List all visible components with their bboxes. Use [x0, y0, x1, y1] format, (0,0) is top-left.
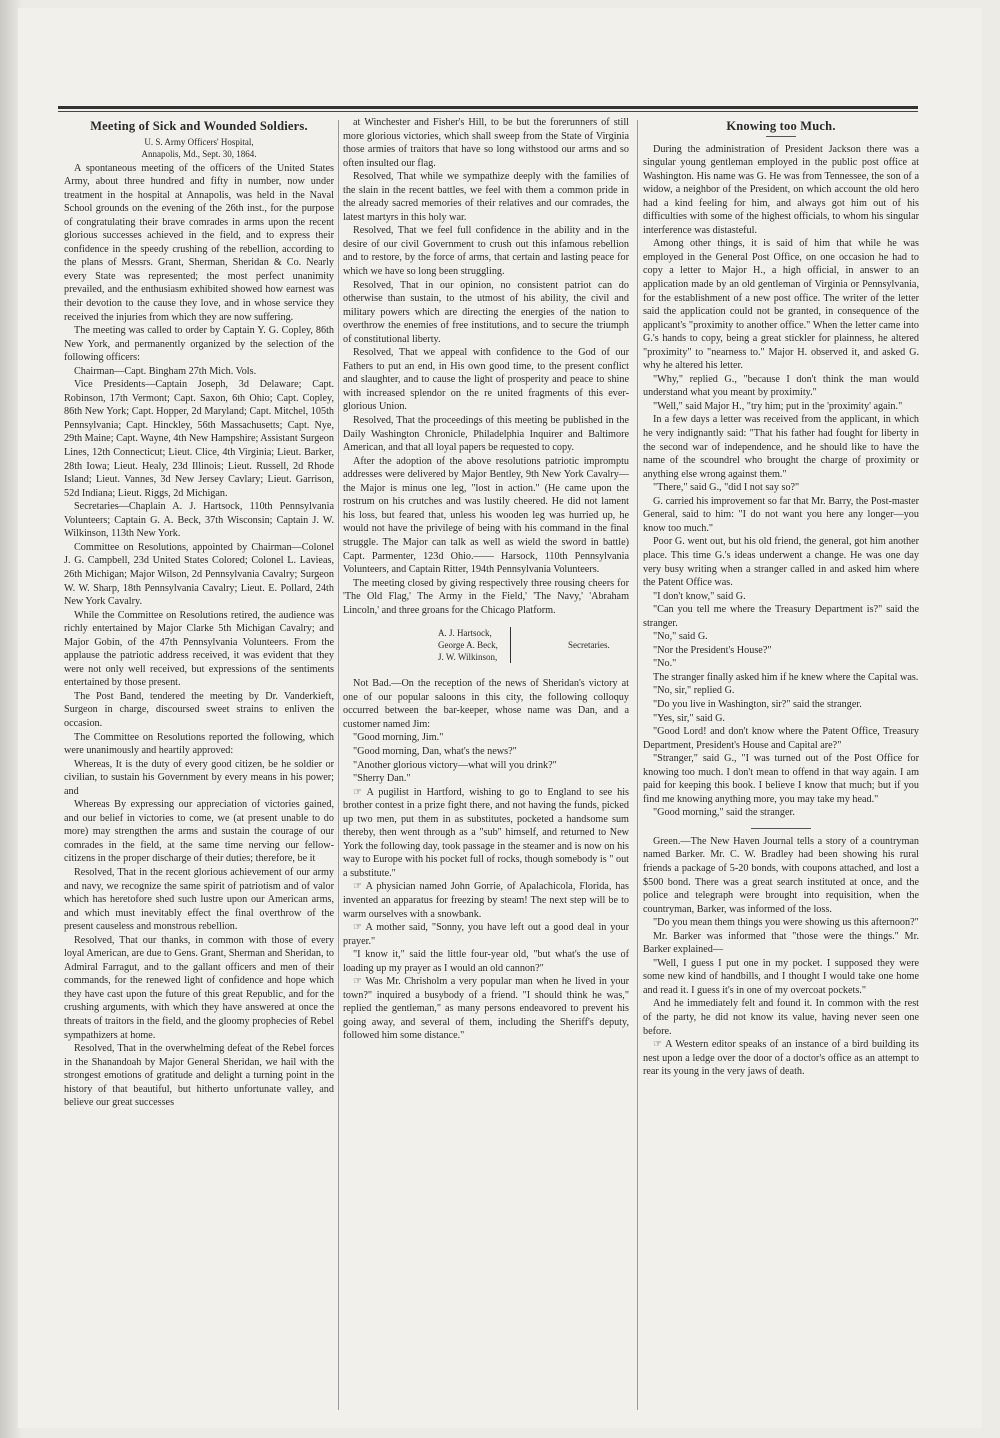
paragraph: In a few days a letter was received from the applicant, in which he very indignantly said: "That his father had fought for liberty in the second war of independence, and he should like to have the name of the scoundrel who brought the charge of proximity or anything else wrong against them." — [643, 414, 919, 480]
paragraph: The Committee on Resolutions reported the following, which were unanimously and heartily approved: — [64, 731, 334, 757]
paragraph: Whereas By expressing our appreciation of victories gained, and our belief in victories to come, we (at present unable to do more) may strengthen the arms and sustain the courage of our comrades in the field, at the same time nerving our fellow-citizens in the proper discharge of their duties; therefore, be it — [64, 799, 334, 865]
paragraph: Vice Presidents—Captain Joseph, 3d Delaware; Capt. Robinson, 17th Vermont; Capt. Saxon, 6th Ohio; Capt. Copley, 86th New York; Capt. Hopper, 2d Maryland; Capt. Mitchel, 105th Pennsylvania; Capt. Hinckley, 56th Massachusetts; Capt. Nye, 29th Maine; Capt. Wayne, 4th New Hampshire; Assistant Surgeon Lines, 12th Connecticut; Lieut. Clice, 4th Virginia; Lieut. Barker, 28th Iowa; Lieut. Healy, 23d Illinois; Lieut. Russell, 2d Rhode Island; Lieut. Vannes, 3d New Jersey Cavlary; Lieut. Garrison, 52d Indiana; Lieut. Riggs, 2d Michigan. — [64, 379, 334, 499]
miscellany-items — [343, 677, 629, 1043]
paragraph: The stranger finally asked him if he knew where the Capital was. — [653, 671, 919, 683]
paragraph: Green.—The New Haven Journal tells a story of a countryman named Barker. Mr. C. W. Bradley had been showing his rural friends a package of 5-20 bonds, with coupons attached, and lost a $500 bond. There was a great search instituted at once, and the police and telegraph were brought into requisition, when the countryman, Barker, was informed of the loss. — [643, 835, 919, 915]
column-2 — [343, 116, 629, 1416]
paragraph: "Good morning, Jim." — [353, 732, 444, 744]
article-title-knowing: Knowing too Much. — [726, 119, 836, 133]
dateline — [64, 136, 334, 160]
paragraph: Not Bad.—On the reception of the news of Sheridan's victory at one of our popular saloons in this city, the following colloquy occurred between the bar-keeper, whose name was Dan, and a customer named Jim: — [343, 678, 629, 730]
paragraph: "Good morning, Dan, what's the news?" — [353, 745, 517, 757]
paragraph: Secretaries—Chaplain A. J. Hartsock, 110th Pennsylvania Volunteers; Captain G. A. Beck, 37th Wisconsin; Captain J. W. Wilkinson, 113th New York. — [64, 501, 334, 540]
signature-names — [438, 627, 511, 663]
paragraph: The meeting closed by giving respectively three rousing cheers for 'The Old Flag,' The Army in the Field,' 'The Navy,' 'Abraham Lincoln,' and three groans for the Chicago Platform. — [343, 577, 629, 616]
paragraph: ☞ A mother said, "Sonny, you have left out a good deal in your prayer." — [343, 922, 629, 947]
paragraph: "Nor the President's House?" — [653, 644, 772, 656]
paragraph: "Stranger," said G., "I was turned out of the Post Office for knowing too much. I don't mean to offend in that way again. I am paid for keeping this book. I believe I know that much; but if you find me knowing anything more, you may take my head." — [643, 753, 919, 805]
signature-name: J. W. Wilkinson, — [438, 652, 498, 663]
paragraph: ☞ A Western editor speaks of an instance of a bird building its nest upon a ledge over the door of a doctor's office as an attempt to rear its young in the very jaws of death. — [643, 1039, 919, 1078]
paragraph: at Winchester and Fisher's Hill, to be but the forerunners of still more glorious victories, which shall sweep from the State of Virginia those armies of traitors that have so long withstood our arms and so often insulted our flag. — [343, 117, 629, 169]
paragraph: "I know it," said the little four-year old, "but what's the use of loading up my prayer as I would an old cannon?" — [343, 949, 629, 974]
signature-name: George A. Beck, — [438, 640, 498, 651]
paragraph: "Yes, sir," said G. — [653, 712, 725, 724]
paragraph: Resolved, That we feel full confidence in the ability and in the desire of our civil Government to crush out this infamous rebellion and to restore, by the force of arms, that certain and lasting peace for which we have so long been struggling. — [343, 225, 629, 278]
paragraph: Among other things, it is said of him that while he was employed in the General Post Office, on one occasion he had to copy a letter to Major H., a high official, in answer to an application made by an old gentleman of Virginia or Pennsylvania, for the establishment of a new post office. The writer of the letter said the application could not be granted, in consequence of the applicant's "proximity to another office." When the letter came into G.'s hands to copy, being a great stickler for plainness, he altered "proximity" to "nearness to." Major H. observed it, and asked G. why he altered his letter. — [643, 238, 919, 372]
dateline-line-2: Annapolis, Md., Sept. 30, 1864. — [141, 148, 257, 159]
header-rule — [58, 106, 918, 109]
paragraph: ☞ A pugilist in Hartford, wishing to go to England to see his brother contest in a prize fight there, and not having the funds, picked up two men, put them in as substitutes, pocketed a handsome sum thereby, then went through as a "sub" himself, and returned to New York the following day, took passage in the steamer and is now on his way to Europe with his pocket full of rocks, though somebody is " out a substitute." — [343, 786, 629, 879]
header-rule-thin — [58, 111, 918, 112]
column-divider-1 — [338, 120, 339, 1410]
paragraph: "No." — [653, 658, 677, 670]
paragraph: ☞ A physician named John Gorrie, of Apalachicola, Florida, has invented an apparatus for freezing by steam! The next step will be to warm ourselves with a snowbank. — [343, 881, 629, 920]
paragraph: "There," said G., "did I not say so?" — [653, 482, 800, 494]
paragraph: "No," said G. — [653, 631, 708, 643]
paragraph: During the administration of President Jackson there was a singular young gentleman employed in the public post office at Washington. His name was G. He was from Tennessee, the son of a widow, a neighbor of the President, on which account the old hero had a kind feeling for him, and always got him out of his difficulties with some of the highest officials, to whom his singular interference was distasteful. — [643, 143, 919, 236]
column-3 — [643, 116, 919, 1416]
paragraph: Resolved, That we appeal with confidence to the God of our Fathers to put an end, in His own good time, to the present conflict and slaughter, and to cause the light of prosperity and peace to shine with increased splendor on the re united fragments of this ever-glorious Union. — [343, 347, 629, 413]
paragraph: After the adoption of the above resolutions patriotic impromptu addresses were delivered by Major Bentley, 9th New York Cavalry—the Major is minus one leg, "lost in action." (He came upon the rostrum on his crutches and was lustily cheered. He did not lament his loss, but feared that, unless his wooden leg was hurried up, he would not have the privilege of being with his command in the final struggle. The Major can talk as well as wield the sword in battle) Capt. Parmenter, 123d Ohio.—— Harsock, 110th Pennsylvania Volunteers, and Captain Ritter, 194th Pennsylvania Volunteers. — [343, 455, 629, 576]
paragraph: The Post Band, tendered the meeting by Dr. Vanderkieft, Surgeon in charge, discoursed sweet strains to enliven the occasion. — [64, 690, 334, 729]
paragraph: A spontaneous meeting of the officers of the United States Army, about three hundred and fifty in number, now under treatment in the hospital at Annapolis, was held in the Naval School grounds on the evening of the 26th inst., for the purpose of congratulating their brave comrades in arms upon the recent glorious successes achieved in the field, and to express their confidence in the speedy crushing of the rebellion, according to the plans of Messrs. Grant, Sherman, Sheridan & Co. Nearly every State was represented; the most perfect unanimity prevailed, and the enthusiasm exhibited showed how earnest was their devotion to the cause they love, and in whose service they received the injuries from which they are now suffering. — [64, 162, 334, 323]
paragraph: G. carried his improvement so far that Mr. Barry, the Post-master General, said to him: "I do not want you here any longer—you know too much." — [643, 495, 919, 534]
paragraph: "Sherry Dan." — [353, 773, 411, 785]
paragraph: "Another glorious victory—what will you drink?" — [353, 759, 557, 771]
paragraph: "No, sir," replied G. — [653, 685, 735, 697]
paragraph: Resolved, That while we sympathize deeply with the families of the slain in the recent battles, we feel with them a common pride in the already sacred memories of their relatives and our comrades, the latest martyrs in this holy war. — [343, 171, 629, 223]
article-body-resolutions — [343, 116, 629, 617]
paragraph: "Can you tell me where the Treasury Department is?" said the stranger. — [643, 604, 919, 629]
paragraph: While the Committee on Resolutions retired, the audience was richly entertained by Major Clarke 5th Michigan Cavalry; and Major Gobin, of the 47th Pennsylvania Volunteers. From the applause the patriotic address received, it was evident that they were not only well received, but expressions of the sentiments entertained by those present. — [64, 609, 334, 689]
paragraph: Chairman—Capt. Bingham 27th Mich. Vols. — [74, 365, 257, 377]
paragraph: "Do you mean them things you were showing us this afternoon?" — [653, 917, 919, 929]
paragraph: Whereas, It is the duty of every good citizen, be he soldier or civilian, to sustain his Government by every means in his power; and — [64, 758, 334, 797]
paragraph: Poor G. went out, but his old friend, the general, got him another place. This time G.'s ideas underwent a change. He was one day very busy writing when a stranger called in and asked him where the Patent Office was. — [643, 536, 919, 589]
paragraph: "I don't know," said G. — [653, 590, 746, 602]
paragraph: Resolved, That our thanks, in common with those of every loyal American, are due to Gens. Grant, Sherman and Sheridan, to Admiral Farragut, and to the gallant officers and men of their commands, for the renewed light of confidence and hope which they have cast upon the future of this great Republic, and for the crushing arguments, with which they have answered at once the threats of traitors in the field, and the gloomy prophecies of Rebel sympathizers at home. — [64, 934, 334, 1041]
column-1 — [64, 116, 334, 1416]
signature-name: A. J. Hartsock, — [438, 628, 492, 639]
paragraph: Resolved, That in the recent glorious achievement of our army and navy, we recognize the same spirit of patriotism and of valor which has heretofore shed such lustre upon our American arms, and which must inevitably effect the final overthrow of the present causeless and monstrous rebellion. — [64, 866, 334, 933]
title-rule — [766, 136, 796, 137]
signature-label: Secretaries. — [568, 640, 610, 651]
paragraph: Committee on Resolutions, appointed by Chairman—Colonel J. G. Campbell, 23d United States Colored; Colonel L. Lavieas, 26th Michigan; Major Wilson, 2d Pennsylvania Cavalry; Surgeon W. W. Sharp, 18th Pennsylvania Cavalry; Lieut. E. Pollard, 24th New York Cavalry. — [64, 541, 334, 608]
dateline-line-1: U. S. Army Officers' Hospital, — [144, 136, 254, 147]
article-title-meeting: Meeting of Sick and Wounded Soldiers. — [90, 119, 308, 133]
paragraph: Resolved, That the proceedings of this meeting be published in the Daily Washington Chronicle, Philadelphia Inquirer and Baltimore American, and that all loyal papers be requested to copy. — [343, 415, 629, 454]
paragraph: Resolved, That in our opinion, no consistent patriot can do otherwise than sustain, to the utmost of his ability, the civil and military powers which are directing the energies of the nation to overthrow the enemies of free institutions, and to secure the triumph of constitutional liberty. — [343, 279, 629, 345]
paragraph: "Well," said Major H., "try him; put in the 'proximity' again." — [653, 400, 903, 412]
paragraph: "Do you live in Washington, sir?" said the stranger. — [653, 698, 862, 710]
column-divider-2 — [637, 120, 638, 1410]
paragraph: ☞ Was Mr. Chrisholm a very popular man when he lived in your town?" inquired a busybody of a friend. "I should think he was," replied the gentleman," as many persons endeavored to prevent his going away, and several of them, including the Sheriff's deputy, followed him some distance." — [343, 976, 629, 1042]
signature-block — [438, 627, 629, 663]
paragraph: The meeting was called to order by Captain Y. G. Copley, 86th New York, and permanently organized by the selection of the following officers: — [64, 325, 334, 364]
paragraph: "Good Lord! and don't know where the Patent Office, Treasury Department, President's House and Capital are?" — [643, 726, 919, 751]
paragraph: Resolved, That in the overwhelming defeat of the Rebel forces in the Shanandoah by Major General Sheridan, we hail with the strongest emotions of gratitude and delight a turning point in the history of that beautiful, but hitherto unfortunate valley, and believe our great successes — [64, 1043, 334, 1109]
paragraph: "Why," replied G., "because I don't think the man would understand what you meant by proximity." — [643, 373, 919, 399]
paragraph: And he immediately felt and found it. In common with the rest of the party, he did not know its value, having never seen one before. — [643, 998, 919, 1037]
article-separator — [751, 828, 811, 829]
article-body-green — [643, 835, 919, 1079]
article-body-knowing — [643, 143, 919, 820]
article-body-meeting — [64, 162, 334, 1110]
paragraph: Mr. Barker was informed that "those were the things." Mr. Barker explained— — [643, 930, 919, 956]
paragraph: "Well, I guess I put one in my pocket. I supposed they were some new kind of handbills, and I thought I would take one home and read it. I guess it's in one of my overcoat pockets." — [643, 957, 919, 996]
paragraph: "Good morning," said the stranger. — [653, 807, 795, 819]
